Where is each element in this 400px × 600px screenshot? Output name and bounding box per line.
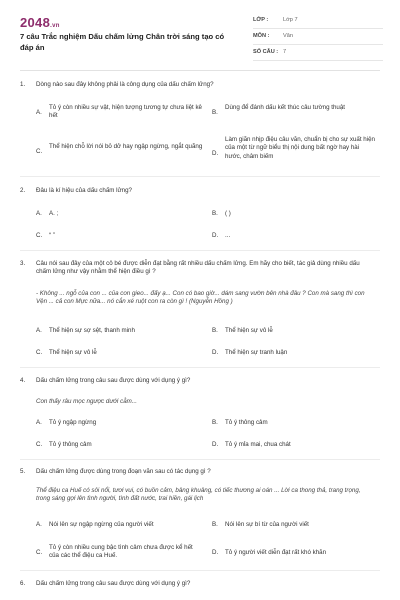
question-4 bbox=[20, 377, 380, 407]
question-number: 3. bbox=[20, 260, 26, 267]
question-5 bbox=[20, 468, 380, 516]
option-letter: C. bbox=[36, 549, 43, 556]
option-text: Tỏ ý ngập ngừng bbox=[49, 419, 97, 426]
option-letter: D. bbox=[212, 441, 219, 448]
option-text: ... bbox=[225, 232, 231, 239]
meta-grade bbox=[253, 13, 383, 29]
option-text: Dùng để đánh dấu kết thúc câu tường thuật bbox=[225, 104, 346, 111]
option-text: “ ” bbox=[49, 232, 55, 239]
meta-key: SỐ CÂU : bbox=[253, 49, 279, 55]
question-divider bbox=[20, 570, 380, 571]
option-text: Thể hiện sự vô lễ bbox=[225, 327, 273, 334]
option-letter: A. bbox=[36, 109, 42, 116]
question-2 bbox=[20, 187, 380, 197]
question-number: 2. bbox=[20, 187, 26, 194]
logo-suffix: .vn bbox=[50, 23, 60, 29]
question-stem: Dấu chấm lửng trong câu sau được dùng với dụng ý gì? bbox=[36, 580, 191, 587]
logo-text: 2048 bbox=[20, 15, 51, 30]
option-letter: A. bbox=[36, 327, 42, 334]
option-text: ( ) bbox=[225, 210, 231, 217]
option-letter: D. bbox=[212, 349, 219, 356]
question-number: 5. bbox=[20, 468, 26, 475]
meta-key: MÔN : bbox=[253, 33, 270, 39]
option-letter: D. bbox=[212, 549, 219, 556]
option-text: Tỏ ý người viết diễn đạt rất khó khăn bbox=[225, 549, 327, 556]
site-logo[interactable] bbox=[20, 15, 60, 30]
option-letter: A. bbox=[36, 521, 42, 528]
option-letter: A. bbox=[36, 210, 42, 217]
question-divider bbox=[20, 176, 380, 177]
option-text: Thể hiện sự sợ sệt, thanh minh bbox=[49, 327, 135, 334]
option-text: Nói lên sự bí từ của người viết bbox=[225, 521, 309, 528]
question-quote: Thể điệu ca Huế có sôi nổi, tươi vui, có buồn cảm, bâng khuâng, có tiếc thương ai oán ... Lời ca thong thả, trang trọng, trong sáng gợi lên tình người, tình đất nước, trai hiền, gái lịch bbox=[36, 487, 361, 503]
option-letter: A. bbox=[36, 419, 42, 426]
option-letter: D. bbox=[212, 232, 219, 239]
option-letter: C. bbox=[36, 232, 43, 239]
option-text: A. ; bbox=[49, 210, 59, 217]
document-header bbox=[0, 0, 400, 86]
question-divider bbox=[20, 250, 380, 251]
option-text: Tỏ ý còn nhiều sự vật, hiện tượng tương tự chưa liệt kê hết bbox=[49, 104, 202, 120]
option-text: Tỏ ý thông cảm bbox=[225, 419, 268, 426]
option-letter: B. bbox=[212, 419, 218, 426]
page-title: 7 câu Trắc nghiệm Dấu chấm lửng Chân trời sáng tạo có đáp án bbox=[20, 32, 225, 52]
option-text: Thể hiện chỗ lời nói bỏ dở hay ngập ngừng, ngắt quãng bbox=[49, 143, 203, 150]
header-divider bbox=[20, 70, 380, 71]
question-3 bbox=[20, 260, 380, 320]
meta-value: Văn bbox=[283, 33, 293, 39]
question-divider bbox=[20, 459, 380, 460]
option-text: Làm giãn nhịp điệu câu văn, chuẩn bị cho sự xuất hiện của một từ ngữ biểu thị nội dung bất ngờ hay hài hước, châm biếm bbox=[225, 136, 375, 160]
question-number: 1. bbox=[20, 81, 26, 88]
option-text: Nói lên sự ngập ngừng của người viết bbox=[49, 521, 154, 528]
question-stem: Dòng nào sau đây không phải là công dụng của dấu chấm lửng? bbox=[36, 81, 214, 88]
question-1 bbox=[20, 81, 380, 91]
option-letter: B. bbox=[212, 327, 218, 334]
question-number: 6. bbox=[20, 580, 26, 587]
option-letter: C. bbox=[36, 349, 43, 356]
option-letter: C. bbox=[36, 148, 43, 155]
option-text: Thể hiện sự vô lễ bbox=[49, 349, 97, 356]
option-letter: C. bbox=[36, 441, 43, 448]
question-stem: Dấu chấm lửng được dùng trong đoạn văn sau có tác dụng gì ? bbox=[36, 468, 211, 475]
option-letter: D. bbox=[212, 150, 219, 157]
option-text: Tỏ ý còn nhiều cung bậc tình cảm chưa được kể hết của các thể điệu ca Huế. bbox=[49, 544, 193, 560]
option-text: Tỏ ý mỉa mai, chua chát bbox=[225, 441, 291, 448]
option-text: Tỏ ý thông cảm bbox=[49, 441, 92, 448]
meta-count bbox=[253, 45, 383, 61]
question-stem: Câu nói sau đây của một cô bé được diễn đạt bằng rất nhiều dấu chấm lửng. Em hãy cho biết, tác giả dùng nhiều dấu chấm lửng như vậy nhằm thể hiện điều gì ? bbox=[36, 260, 360, 276]
question-stem: Dấu chấm lửng trong câu sau được dùng với dụng ý gì? bbox=[36, 377, 191, 384]
question-quote: - Không ... ngỗ của con ... của con gieo... đấy ạ... Con có bao giờ... dám sang vườn bên nhà đâu ? Con mà sang thì con Vện ... cả con Mực nữa... nó cắn xé ruột con ra còn gì ! (Nguyễn Hồng ) bbox=[36, 290, 365, 306]
option-text: Thể hiện sự tranh luận bbox=[225, 349, 288, 356]
question-number: 4. bbox=[20, 377, 26, 384]
meta-subject bbox=[253, 29, 383, 45]
meta-value: Lớp 7 bbox=[283, 17, 298, 23]
option-letter: B. bbox=[212, 521, 218, 528]
meta-key: LỚP : bbox=[253, 17, 269, 23]
question-stem: Đâu là kí hiệu của dấu chấm lửng? bbox=[36, 187, 132, 194]
question-divider bbox=[20, 367, 380, 368]
meta-value: 7 bbox=[283, 49, 287, 55]
question-quote: Con thấy râu mọc ngược dưới cằm... bbox=[36, 398, 137, 405]
option-letter: B. bbox=[212, 109, 218, 116]
option-letter: B. bbox=[212, 210, 218, 217]
question-6 bbox=[20, 580, 380, 590]
